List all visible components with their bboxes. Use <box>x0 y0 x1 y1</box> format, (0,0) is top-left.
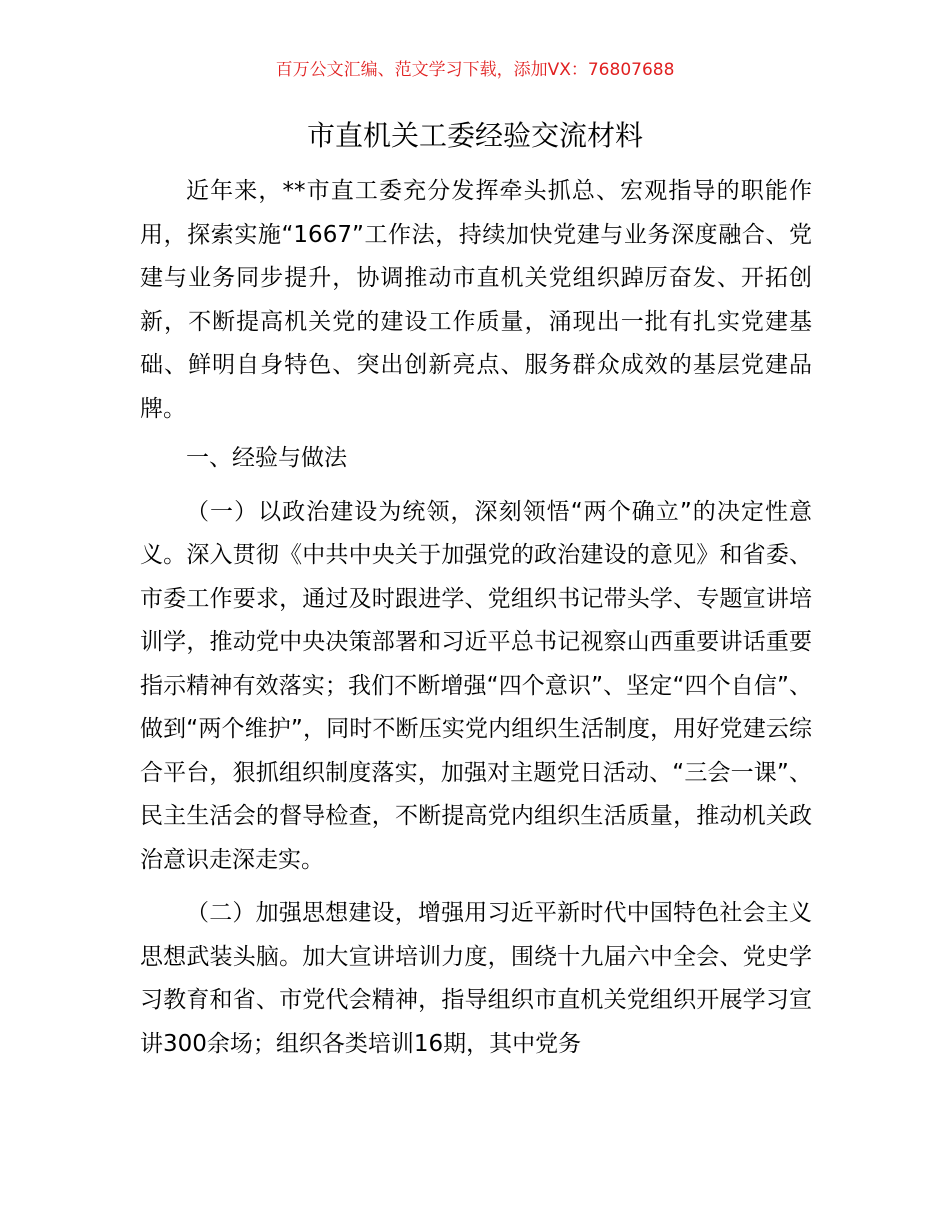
document-body <box>140 170 812 1066</box>
watermark-banner: 百万公文汇编、范文学习下载，添加VX：76807688 <box>275 60 675 80</box>
paragraph-ideological-construction: （二）加强思想建设，增强用习近平新时代中国特色社会主义思想武装头脑。加大宣讲培训力度，围绕十九届六中全会、党史学习教育和省、市党代会精神，指导组织市直机关党组织开展学习宣讲300余场；组织各类培训16期，其中党务 <box>140 900 812 1057</box>
paragraph-political-construction: （一）以政治建设为统领，深刻领悟“两个确立”的决定性意义。深入贯彻《中共中央关于加强党的政治建设的意见》和省委、市委工作要求，通过及时跟进学、党组织书记带头学、专题宣讲培训学，推动党中央决策部署和习近平总书记视察山西重要讲话重要指示精神有效落实；我们不断增强“四个意识”、坚定“四个自信”、做到“两个维护”，同时不断压实党内组织生活制度，用好党建云综合平台，狠抓组织制度落实，加强对主题党日活动、“三会一课”、民主生活会的督导检查，不断提高党内组织生活质量，推动机关政治意识走深走实。 <box>140 498 812 873</box>
document-title: 市直机关工委经验交流材料 <box>306 119 643 152</box>
intro-paragraph: 近年来，**市直工委充分发挥牵头抓总、宏观指导的职能作用，探索实施“1667”工作法，持续加快党建与业务深度融合、党建与业务同步提升，协调推动市直机关党组织踔厉奋发、开拓创新，不断提高机关党的建设工作质量，涌现出一批有扎实党建基础、鲜明自身特色、突出创新亮点、服务群众成效的基层党建品牌。 <box>140 178 812 422</box>
section-heading: 一、经验与做法 <box>186 445 347 471</box>
